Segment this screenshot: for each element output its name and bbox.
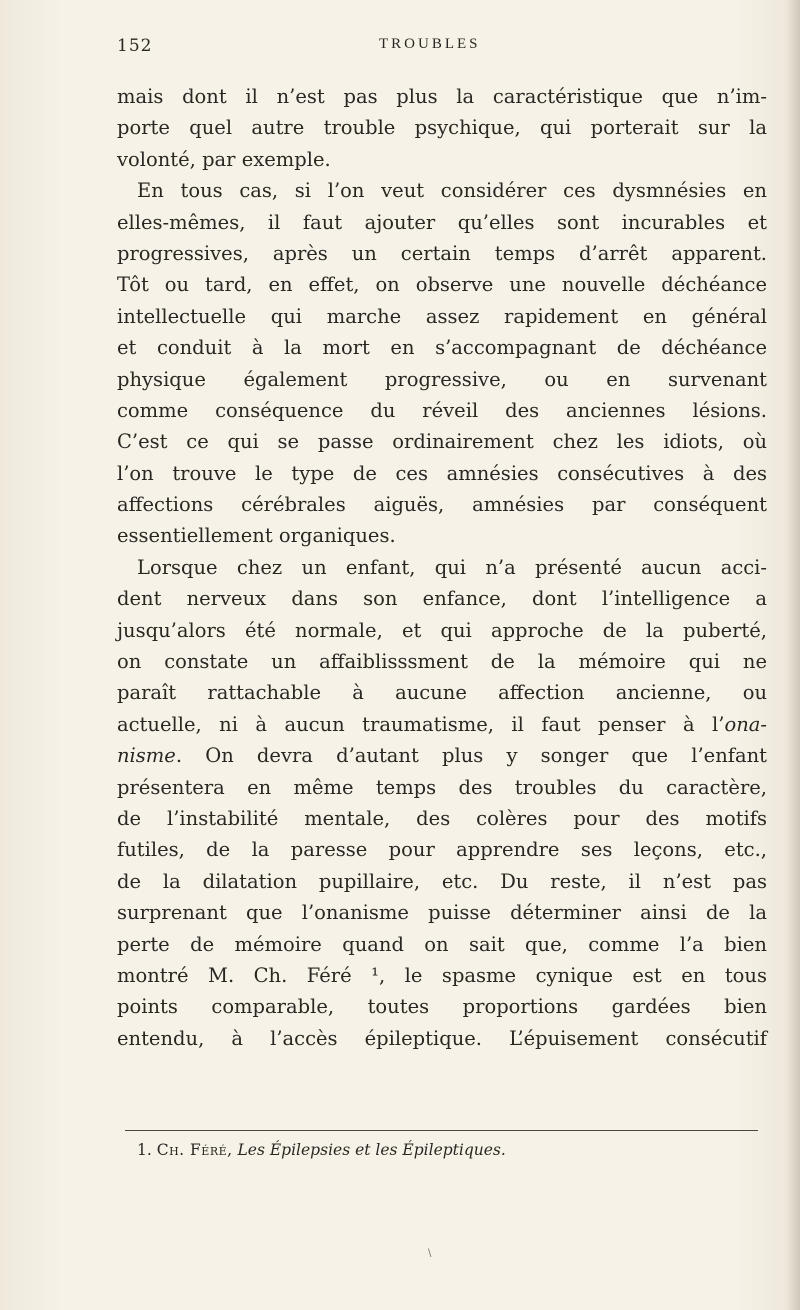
text-line: mais dont il n’est pas plus la caractéristique que n’im- xyxy=(117,85,767,108)
footnote-title: Les Épilepsies et les Épileptiques. xyxy=(237,1141,506,1159)
text-line: elles-mêmes, il faut ajouter qu’elles sont incurables et xyxy=(117,210,767,234)
text-line: essentiellement organiques. xyxy=(117,524,396,548)
text-line: volonté, par exemple. xyxy=(117,147,331,171)
text-line: Tôt ou tard, en effet, on observe une nouvelle déchéance xyxy=(117,273,767,297)
text-line: présentera en même temps des troubles du caractère, xyxy=(117,775,767,799)
text-line: paraît rattachable à aucune affection ancienne, ou xyxy=(117,681,767,705)
text-line: perte de mémoire quand on sait que, comme l’a bien xyxy=(117,932,767,956)
italic-word: nisme xyxy=(117,744,176,768)
text-line: on constate un affaiblisssment de la mémoire qui ne xyxy=(117,650,767,674)
page-edge-shadow xyxy=(786,0,800,1310)
footnote-rule xyxy=(125,1130,758,1131)
text-line: futiles, de la paresse pour apprendre ses leçons, etc., xyxy=(117,838,767,862)
text-line: surprenant que l’onanisme puisse déterminer ainsi de la xyxy=(117,901,767,925)
running-title: TROUBLES xyxy=(379,36,481,52)
text-line: points comparable, toutes proportions gardées bien xyxy=(117,995,767,1019)
text-line: affections cérébrales aiguës, amnésies par conséquent xyxy=(117,493,767,517)
footnote xyxy=(137,1141,506,1159)
text-line: entendu, à l’accès épileptique. L’épuisement consécutif xyxy=(117,1026,767,1050)
text-line-segment: actuelle, ni à aucun traumatisme, il faut penser à l’ xyxy=(117,712,725,736)
footnote-author: Ch. Féré, xyxy=(156,1141,233,1159)
text-line: progressives, après un certain temps d’arrêt apparent. xyxy=(117,241,767,265)
text-line: de la dilatation pupillaire, etc. Du reste, il n’est pas xyxy=(117,869,767,893)
text-line: comme conséquence du réveil des anciennes lésions. xyxy=(117,398,767,422)
text-line xyxy=(117,709,767,740)
text-line: dent nerveux dans son enfance, dont l’intelligence a xyxy=(117,587,767,611)
text-line: et conduit à la mort en s’accompagnant de déchéance xyxy=(117,336,767,360)
text-line: l’on trouve le type de ces amnésies consécutives à des xyxy=(117,461,767,485)
text-line: jusqu’alors été normale, et qui approche de la puberté, xyxy=(117,618,767,642)
text-line: physique également progressive, ou en survenant xyxy=(117,367,767,391)
text-line xyxy=(117,740,767,771)
text-line: montré M. Ch. Féré ¹, le spasme cynique est en tous xyxy=(117,963,767,987)
italic-word: ona- xyxy=(724,712,767,736)
text-line: En tous cas, si l’on veut considérer ces dysmnésies en xyxy=(137,179,767,203)
body-text xyxy=(117,81,767,1054)
text-line: Lorsque chez un enfant, qui n’a présenté aucun acci- xyxy=(137,555,767,579)
stray-mark: \ xyxy=(428,1248,432,1259)
text-line-segment: . On devra d’autant plus y songer que l’enfant xyxy=(175,744,767,768)
footnote-number: 1. xyxy=(137,1141,152,1159)
running-head xyxy=(117,36,767,66)
text-line: C’est ce qui se passe ordinairement chez les idiots, où xyxy=(117,430,767,454)
text-line: intellectuelle qui marche assez rapidement en général xyxy=(117,304,767,328)
text-line: de l’instabilité mentale, des colères pour des motifs xyxy=(117,806,767,830)
text-line: porte quel autre trouble psychique, qui porterait sur la xyxy=(117,116,767,140)
page-number: 152 xyxy=(117,36,153,56)
